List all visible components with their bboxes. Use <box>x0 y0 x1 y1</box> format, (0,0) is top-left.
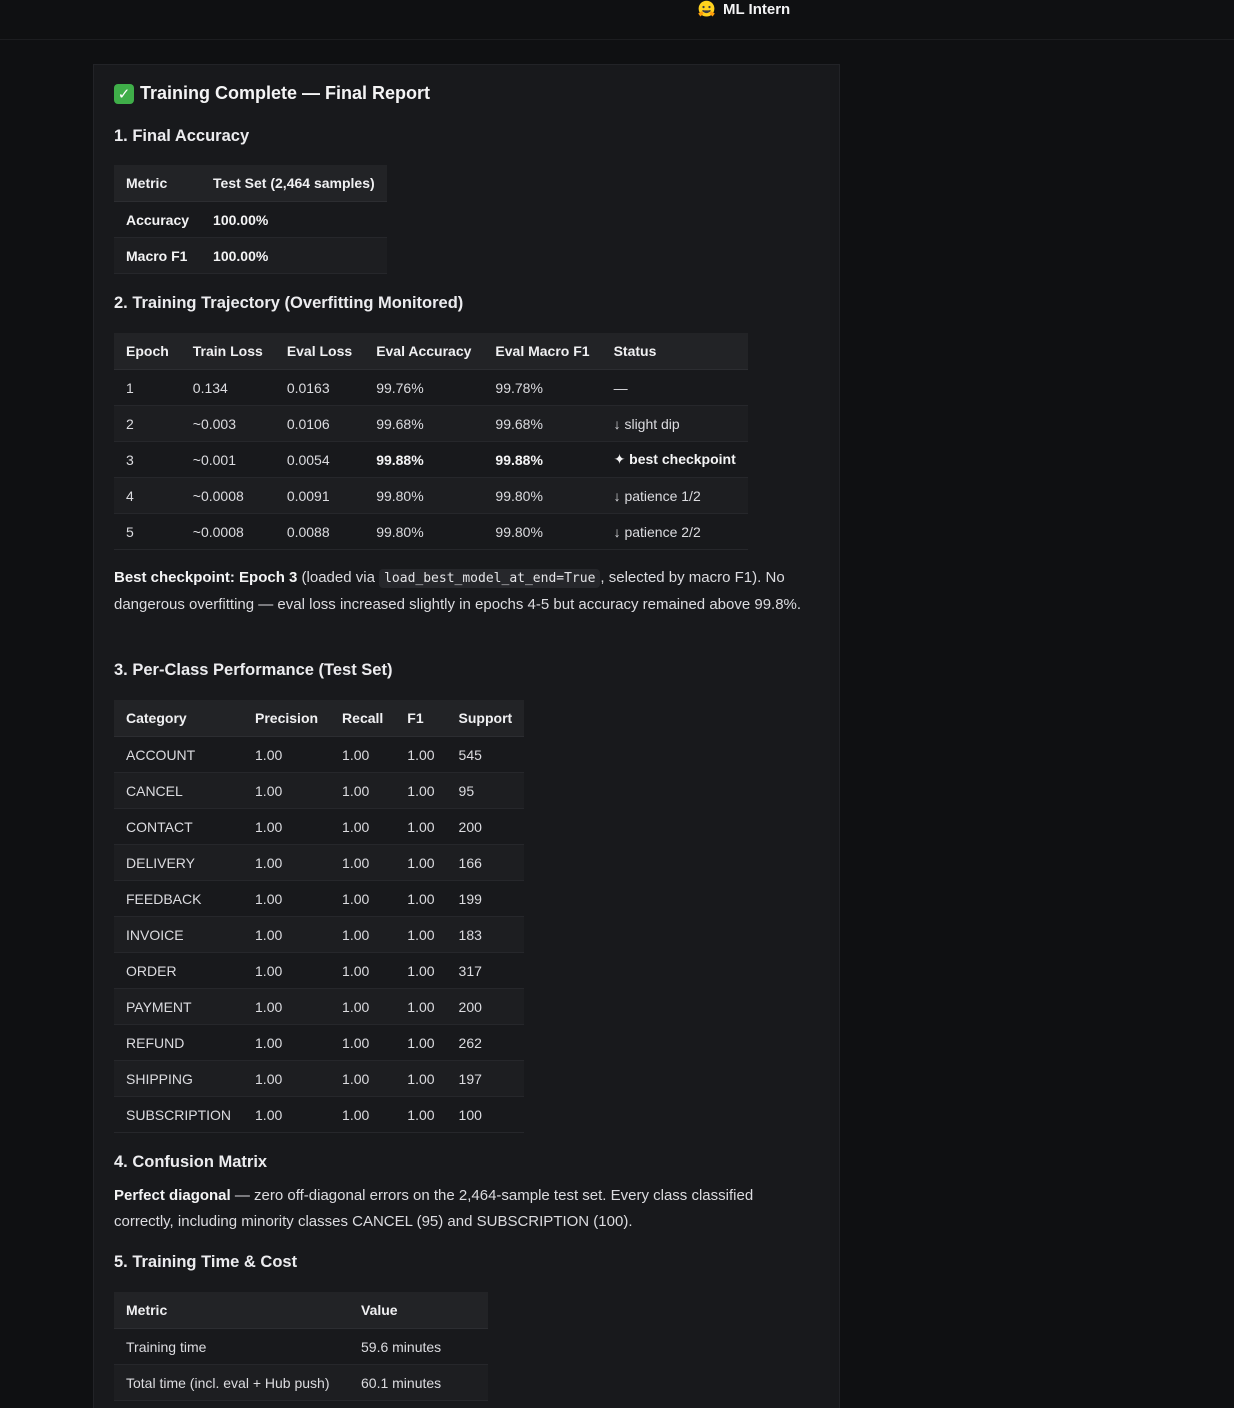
table-row <box>114 1329 488 1365</box>
table-cell: 1.00 <box>243 1061 330 1097</box>
table-cell: 1.00 <box>330 809 395 845</box>
brand-name: ML Intern <box>723 0 791 18</box>
table-cell: 200 <box>447 809 525 845</box>
table-cell: 166 <box>447 845 525 881</box>
table-cell: ~0.0008 <box>181 478 275 514</box>
training-trajectory-table <box>114 333 748 550</box>
table-cell: 1.00 <box>395 845 446 881</box>
table-cell: DELIVERY <box>114 845 243 881</box>
column-header: Category <box>114 700 243 737</box>
table-cell: 1.00 <box>395 1025 446 1061</box>
table-row <box>114 773 524 809</box>
table-cell: 99.80% <box>483 514 601 550</box>
table-row <box>114 809 524 845</box>
table-cell: 199 <box>447 881 525 917</box>
table-cell: 5 <box>114 514 181 550</box>
table-cell: 1.00 <box>395 953 446 989</box>
table-cell: 1.00 <box>330 989 395 1025</box>
table-cell: 99.76% <box>364 370 483 406</box>
table-cell: 59.6 minutes <box>349 1329 488 1365</box>
table-cell: 1.00 <box>243 989 330 1025</box>
note-text: — zero off-diagonal errors on the 2,464-sample test set. Every class classified correctly, including minority classes CANCEL (95) and SUBSCRIPTION (100). <box>114 1187 754 1230</box>
report-panel <box>93 64 840 1408</box>
brand[interactable] <box>696 0 790 21</box>
table-cell: Training time <box>114 1329 349 1365</box>
table-cell: 1.00 <box>395 881 446 917</box>
table-cell: 317 <box>447 953 525 989</box>
table-cell: ACCOUNT <box>114 737 243 773</box>
table-header-row <box>114 333 748 370</box>
table-cell: REFUND <box>114 1025 243 1061</box>
table-cell: 1.00 <box>330 1025 395 1061</box>
table-cell: 1.00 <box>330 1097 395 1133</box>
table-cell: 0.0054 <box>275 442 364 478</box>
table-cell: 1 <box>114 370 181 406</box>
table-row <box>114 1365 488 1401</box>
table-cell: Total time (incl. eval + Hub push) <box>114 1365 349 1401</box>
table-row <box>114 202 387 238</box>
table-row <box>114 478 748 514</box>
table-cell: 60.1 minutes <box>349 1365 488 1401</box>
table-cell: 1.00 <box>395 773 446 809</box>
section-final-accuracy-heading: 1. Final Accuracy <box>114 127 250 145</box>
column-header: Metric <box>114 1292 349 1329</box>
table-cell: ✦ best checkpoint <box>602 442 748 478</box>
table-cell: 1.00 <box>243 1097 330 1133</box>
hugging-face-icon <box>696 0 717 20</box>
table-cell: 100.00% <box>201 202 387 238</box>
table-cell: 4 <box>114 478 181 514</box>
table-cell: 0.134 <box>181 370 275 406</box>
section-confusion-matrix-heading: 4. Confusion Matrix <box>114 1153 268 1171</box>
table-cell: 1.00 <box>243 881 330 917</box>
table-cell: 1.00 <box>243 773 330 809</box>
table-cell: 197 <box>447 1061 525 1097</box>
table-cell: PAYMENT <box>114 989 243 1025</box>
column-header: Epoch <box>114 333 181 370</box>
table-cell: 99.80% <box>364 478 483 514</box>
top-bar <box>0 0 1234 40</box>
table-cell: 1.00 <box>330 917 395 953</box>
table-cell: 99.88% <box>364 442 483 478</box>
table-row <box>114 370 748 406</box>
table-cell: 99.88% <box>483 442 601 478</box>
column-header: Precision <box>243 700 330 737</box>
column-header: Metric <box>114 165 201 202</box>
column-header: Value <box>349 1292 488 1329</box>
column-header: Test Set (2,464 samples) <box>201 165 387 202</box>
table-row <box>114 953 524 989</box>
table-cell: 1.00 <box>395 989 446 1025</box>
table-cell: 1.00 <box>243 1025 330 1061</box>
table-cell: — <box>602 370 748 406</box>
table-cell: 0.0106 <box>275 406 364 442</box>
table-header-row <box>114 165 387 202</box>
table-cell: ↓ slight dip <box>602 406 748 442</box>
column-header: Eval Macro F1 <box>483 333 601 370</box>
table-cell: 1.00 <box>243 845 330 881</box>
table-row <box>114 238 387 274</box>
section-per-class-heading: 3. Per-Class Performance (Test Set) <box>114 661 393 679</box>
table-cell: 1.00 <box>243 953 330 989</box>
table-cell: 99.78% <box>483 370 601 406</box>
note-text: (loaded via <box>297 569 380 586</box>
table-row <box>114 917 524 953</box>
table-cell: ORDER <box>114 953 243 989</box>
perfect-diagonal-label: Perfect diagonal <box>114 1187 231 1204</box>
table-cell: 95 <box>447 773 525 809</box>
table-cell: 1.00 <box>395 1061 446 1097</box>
column-header: F1 <box>395 700 446 737</box>
column-header: Eval Accuracy <box>364 333 483 370</box>
column-header: Status <box>602 333 748 370</box>
note-text: , selected by macro F1). No dangerous overfitting — eval loss increased slightly in epochs 4-5 but accuracy remained above 99.8%. <box>114 569 802 613</box>
table-cell: 200 <box>447 989 525 1025</box>
table-cell: ↓ patience 2/2 <box>602 514 748 550</box>
table-cell: 0.0091 <box>275 478 364 514</box>
table-row <box>114 845 524 881</box>
per-class-table <box>114 700 524 1133</box>
table-row <box>114 406 748 442</box>
table-cell: 1.00 <box>243 737 330 773</box>
table-cell: 99.68% <box>364 406 483 442</box>
best-checkpoint-note <box>114 565 814 617</box>
table-cell: 100 <box>447 1097 525 1133</box>
table-cell: 545 <box>447 737 525 773</box>
table-header-row <box>114 1292 488 1329</box>
section-training-time-heading: 5. Training Time & Cost <box>114 1253 298 1271</box>
table-cell: 1.00 <box>330 1061 395 1097</box>
table-cell: 1.00 <box>330 953 395 989</box>
column-header: Support <box>447 700 525 737</box>
table-row <box>114 1061 524 1097</box>
confusion-matrix-note <box>114 1183 814 1234</box>
table-cell: ~0.001 <box>181 442 275 478</box>
table-cell: 1.00 <box>395 1097 446 1133</box>
table-cell: INVOICE <box>114 917 243 953</box>
report-title <box>114 83 430 104</box>
table-cell: 1.00 <box>330 773 395 809</box>
table-cell: 99.80% <box>483 478 601 514</box>
table-cell: 99.80% <box>364 514 483 550</box>
table-cell: ~0.0008 <box>181 514 275 550</box>
table-cell: 0.0088 <box>275 514 364 550</box>
table-cell: ↓ patience 1/2 <box>602 478 748 514</box>
table-cell: Macro F1 <box>114 238 201 274</box>
table-cell: 1.00 <box>395 917 446 953</box>
table-cell: 1.00 <box>330 881 395 917</box>
table-cell: ~0.003 <box>181 406 275 442</box>
table-cell: 183 <box>447 917 525 953</box>
table-row <box>114 1097 524 1133</box>
table-cell: 1.00 <box>330 737 395 773</box>
table-cell: SUBSCRIPTION <box>114 1097 243 1133</box>
table-cell: CONTACT <box>114 809 243 845</box>
final-accuracy-table <box>114 165 387 274</box>
table-cell: 100.00% <box>201 238 387 274</box>
column-header: Recall <box>330 700 395 737</box>
table-row-best-checkpoint <box>114 442 748 478</box>
table-cell: 1.00 <box>243 917 330 953</box>
table-row <box>114 514 748 550</box>
table-cell: 0.0163 <box>275 370 364 406</box>
report-title-text: Training Complete — Final Report <box>140 83 431 103</box>
table-cell: 99.68% <box>483 406 601 442</box>
best-checkpoint-label: Best checkpoint: Epoch 3 <box>114 569 298 586</box>
table-cell: 262 <box>447 1025 525 1061</box>
table-cell: 1.00 <box>243 809 330 845</box>
table-cell: 1.00 <box>330 845 395 881</box>
table-row <box>114 1025 524 1061</box>
table-cell: Accuracy <box>114 202 201 238</box>
table-cell: SHIPPING <box>114 1061 243 1097</box>
table-row <box>114 881 524 917</box>
table-header-row <box>114 700 524 737</box>
config-code: load_best_model_at_end=True <box>379 569 600 588</box>
check-mark-icon: ✓ <box>114 84 134 104</box>
training-time-table <box>114 1292 488 1401</box>
table-cell: CANCEL <box>114 773 243 809</box>
column-header: Train Loss <box>181 333 275 370</box>
column-header: Eval Loss <box>275 333 364 370</box>
section-training-trajectory-heading: 2. Training Trajectory (Overfitting Monitored) <box>114 294 464 312</box>
table-cell: 3 <box>114 442 181 478</box>
table-row <box>114 989 524 1025</box>
table-cell: 2 <box>114 406 181 442</box>
table-cell: 1.00 <box>395 737 446 773</box>
table-cell: 1.00 <box>395 809 446 845</box>
table-row <box>114 737 524 773</box>
table-cell: FEEDBACK <box>114 881 243 917</box>
